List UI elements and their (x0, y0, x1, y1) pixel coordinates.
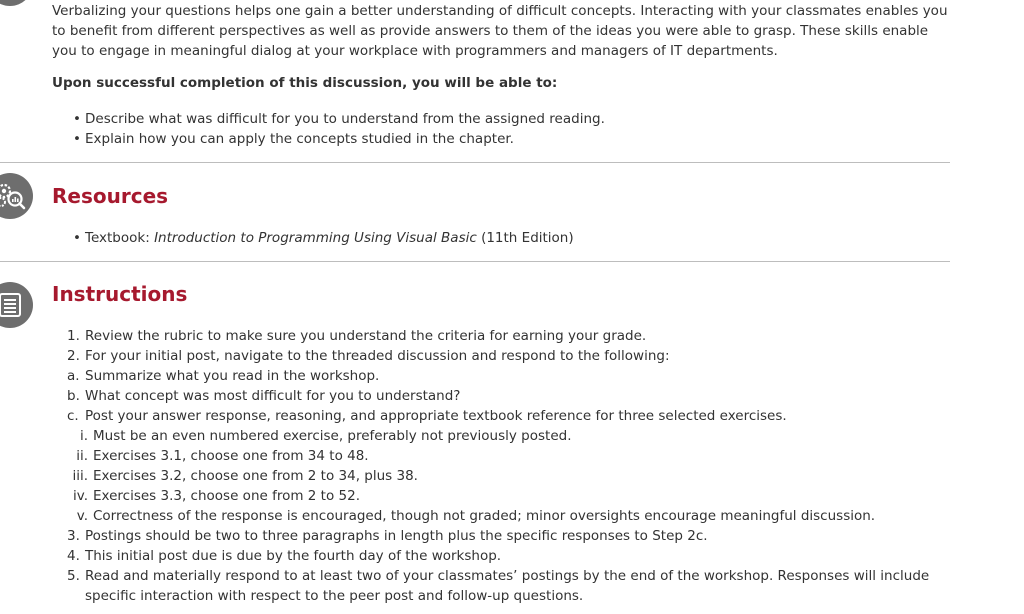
step-text: Post your answer response, reasoning, and appropriate textbook reference for three selected exercises. (85, 408, 787, 424)
outcome-text: Describe what was difficult for you to understand from the assigned reading. (85, 111, 605, 127)
step-number: i. (79, 428, 88, 444)
step-text: Read and materially respond to at least two of your classmates’ postings by the end of the workshop. Responses will include (85, 568, 930, 584)
step-text: What concept was most difficult for you to understand? (85, 388, 461, 404)
list-item (73, 129, 605, 149)
instructions-heading: Instructions (52, 282, 188, 306)
step-text: This initial post due is due by the fourth day of the workshop. (85, 548, 502, 564)
step-text: Summarize what you read in the workshop. (85, 368, 380, 384)
step-text: Postings should be two to three paragraphs in length plus the specific responses to Step 2c. (85, 528, 708, 544)
step-number: ii. (76, 448, 88, 464)
step-number: v. (76, 508, 88, 524)
list-item (67, 566, 967, 606)
list-item (67, 526, 967, 546)
list-item (67, 506, 967, 526)
list-item (67, 366, 967, 386)
outcomes-heading: Upon successful completion of this discussion, you will be able to: (52, 75, 558, 91)
section-divider (0, 162, 950, 163)
list-item (67, 466, 967, 486)
step-text: Exercises 3.3, choose one from 2 to 52. (93, 488, 360, 504)
resources-heading: Resources (52, 184, 169, 208)
list-document-icon (0, 282, 33, 328)
list-item (67, 426, 967, 446)
step-number: b. (67, 388, 80, 404)
step-text: Must be an even numbered exercise, preferably not previously posted. (93, 428, 572, 444)
step-number: a. (67, 368, 80, 384)
textbook-edition: (11th Edition) (476, 230, 574, 246)
textbook-title: Introduction to Programming Using Visual Basic (154, 230, 477, 246)
outcomes-list (73, 109, 605, 149)
step-number: 5. (67, 568, 80, 584)
list-item (67, 386, 967, 406)
list-item (67, 326, 967, 346)
resources-list (73, 228, 574, 248)
textbook-prefix: Textbook: (85, 230, 155, 246)
step-number: 3. (67, 528, 80, 544)
step-number: iii. (72, 468, 88, 484)
step-text-continued: specific interaction with respect to the peer post and follow-up questions. (85, 588, 584, 604)
gears-magnifier-icon (0, 173, 33, 219)
step-text: Exercises 3.2, choose one from 2 to 34, plus 38. (93, 468, 418, 484)
list-item (67, 486, 967, 506)
step-text: Exercises 3.1, choose one from 34 to 48. (93, 448, 369, 464)
step-text: For your initial post, navigate to the threaded discussion and respond to the following: (85, 348, 670, 364)
step-number: 1. (67, 328, 80, 344)
list-item (67, 446, 967, 466)
list-item (73, 109, 605, 129)
step-number: 2. (67, 348, 80, 364)
step-number: 4. (67, 548, 80, 564)
intro-paragraph: Verbalizing your questions helps one gain a better understanding of difficult concepts. Interacting with your classmates enables you to benefit from different perspectives as well as provide answers to them of the ideas you were able to grasp. These skills enable you to engage in meaningful dialog at your workplace with programmers and managers of IT departments. (52, 3, 948, 59)
section-divider (0, 261, 950, 262)
step-text: Review the rubric to make sure you understand the criteria for earning your grade. (85, 328, 647, 344)
outcome-text: Explain how you can apply the concepts studied in the chapter. (85, 131, 514, 147)
step-text: Correctness of the response is encouraged, though not graded; minor oversights encourage meaningful discussion. (93, 508, 876, 524)
list-item (73, 228, 574, 248)
section-icon-partial (0, 0, 33, 6)
list-item (67, 406, 967, 426)
list-item (67, 546, 967, 566)
step-number: c. (67, 408, 79, 424)
list-item (67, 346, 967, 366)
step-number: iv. (73, 488, 88, 504)
instructions-list (67, 326, 967, 606)
